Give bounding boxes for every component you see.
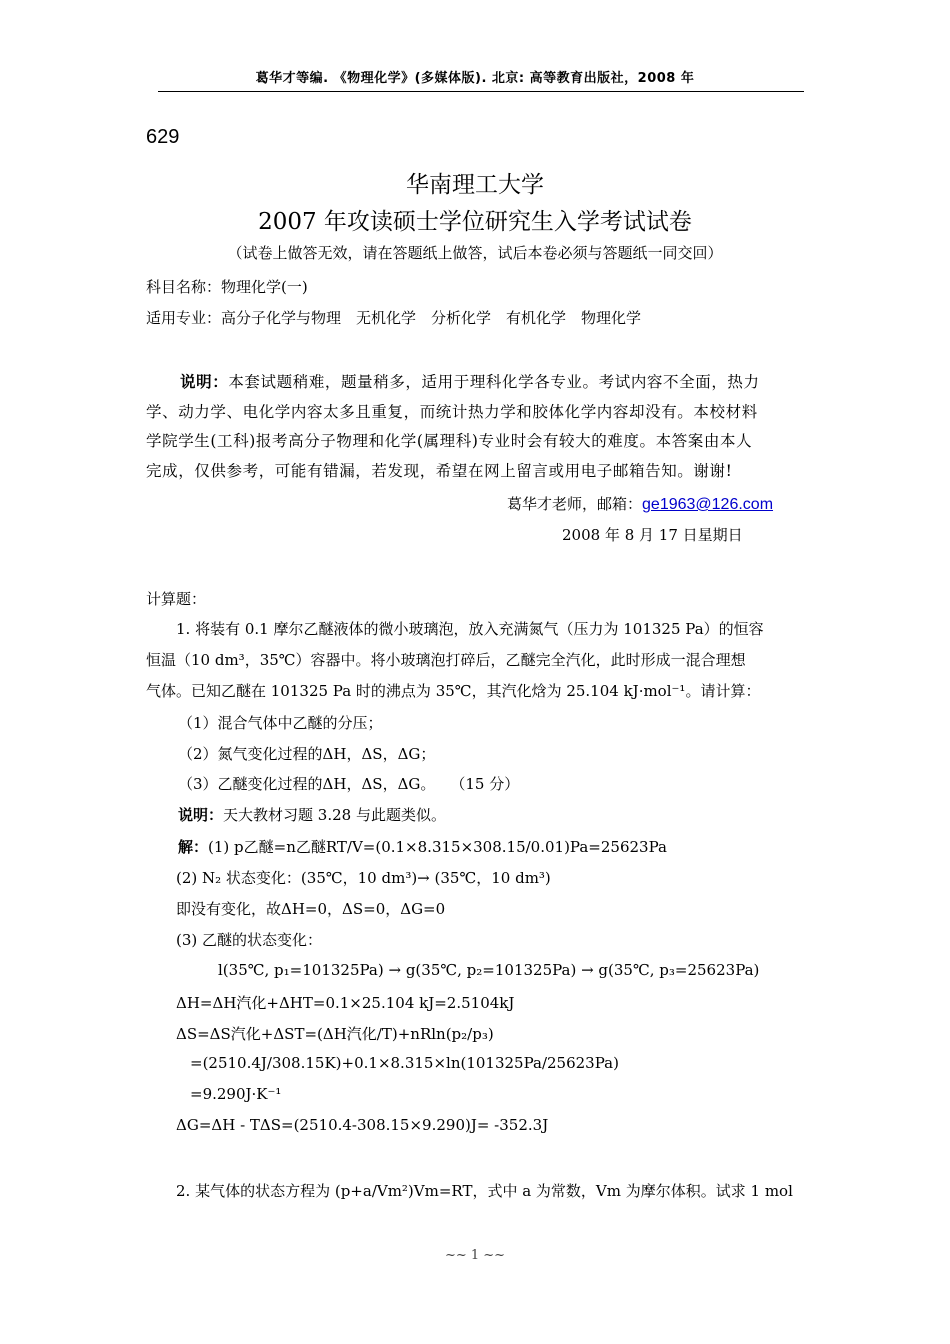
q1-line-1: 1. 将装有 0.1 摩尔乙醚液体的微小玻璃泡，放入充满氮气（压力为 101325 Pa）的恒容 — [176, 620, 764, 638]
page-number: ~~ 1 ~~ — [444, 1248, 506, 1263]
exam-instruction: （试卷上做答无效，请在答题纸上做答，试后本卷必须与答题纸一同交回） — [227, 244, 723, 262]
q1-sub-2: （2）氮气变化过程的ΔH，ΔS，ΔG； — [178, 745, 436, 763]
author-text: 葛华才老师，邮箱： — [507, 495, 643, 513]
header-rule — [158, 91, 804, 92]
q1-sub-1: （1）混合气体中乙醚的分压； — [178, 714, 383, 732]
solution-text-1: (1) p乙醚=n乙醚RT/V=(0.1×8.315×308.15/0.01)Pa=25623Pa — [208, 838, 667, 856]
note-line-1 — [180, 370, 760, 392]
note-text-1: 本套试题稍难，题量稍多，适用于理科化学各专业。考试内容不全面，热力 — [228, 373, 760, 391]
solution-line-1 — [178, 836, 667, 857]
section-title: 计算题： — [146, 590, 207, 608]
q2-line-1: 2. 某气体的状态方程为 (p+a/Vm²)Vm=RT，式中 a 为常数，Vm 为摩尔体积。试求 1 mol — [176, 1182, 793, 1200]
q1-sub-3: （3）乙醚变化过程的ΔH，ΔS，ΔG。 （15 分） — [178, 775, 520, 793]
q1-line-3: 气体。已知乙醚在 101325 Pa 时的沸点为 35℃，其汽化焓为 25.104 kJ·mol⁻¹。请计算： — [146, 682, 761, 700]
q1-note — [178, 804, 446, 825]
q1-note-text: 天大教材习题 3.28 与此题类似。 — [223, 806, 446, 824]
note-line-2: 学、动力学、电化学内容太多且重复，而统计热力学和胶体化学内容却没有。本校材料 — [146, 403, 758, 421]
solution-line-3: 即没有变化，故ΔH=0，ΔS=0，ΔG=0 — [176, 900, 446, 918]
author-line — [507, 493, 773, 514]
exam-code: 629 — [146, 126, 180, 148]
university-title: 华南理工大学 — [406, 172, 544, 198]
note-line-3: 学院学生(工科)报考高分子物理和化学(属理科)专业时会有较大的难度。本答案由本人 — [146, 432, 753, 450]
exam-title: 2007 年攻读硕士学位研究生入学考试试卷 — [258, 209, 692, 235]
solution-line-8: =(2510.4J/308.15K)+0.1×8.315×ln(101325Pa/25623Pa) — [190, 1054, 619, 1072]
solution-label: 解： — [178, 838, 209, 856]
solution-line-10: ΔG=ΔH - TΔS=(2510.4-308.15×9.290)J= -352.3J — [176, 1116, 549, 1134]
date-line: 2008 年 8 月 17 日星期日 — [562, 526, 743, 544]
subject-line: 科目名称：物理化学(一) — [146, 278, 308, 296]
q1-note-label: 说明： — [178, 806, 224, 824]
solution-line-6: ΔH=ΔH汽化+ΔHT=0.1×25.104 kJ=2.5104kJ — [176, 994, 515, 1012]
note-label: 说明： — [180, 372, 229, 391]
solution-line-5: l(35℃, p₁=101325Pa) → g(35℃, p₂=101325Pa) → g(35℃, p₃=25623Pa) — [218, 961, 760, 979]
solution-line-4: (3) 乙醚的状态变化： — [176, 931, 323, 949]
solution-line-2: (2) N₂ 状态变化：(35℃，10 dm³)→ (35℃，10 dm³) — [176, 869, 551, 887]
note-line-4: 完成，仅供参考，可能有错漏，若发现，希望在网上留言或用电子邮箱告知。谢谢! — [146, 462, 733, 480]
running-header: 葛华才等编. 《物理化学》(多媒体版). 北京: 高等教育出版社，2008 年 — [255, 71, 695, 86]
q1-line-2: 恒温（10 dm³，35℃）容器中。将小玻璃泡打碎后，乙醚完全汽化，此时形成一混合理想 — [146, 651, 746, 669]
email-link[interactable]: ge1963@126.com — [642, 496, 774, 513]
solution-line-9: =9.290J·K⁻¹ — [190, 1085, 282, 1103]
solution-line-7: ΔS=ΔS汽化+ΔST=(ΔH汽化/T)+nRln(p₂/p₃) — [176, 1025, 494, 1043]
majors-line: 适用专业：高分子化学与物理 无机化学 分析化学 有机化学 物理化学 — [146, 309, 642, 327]
